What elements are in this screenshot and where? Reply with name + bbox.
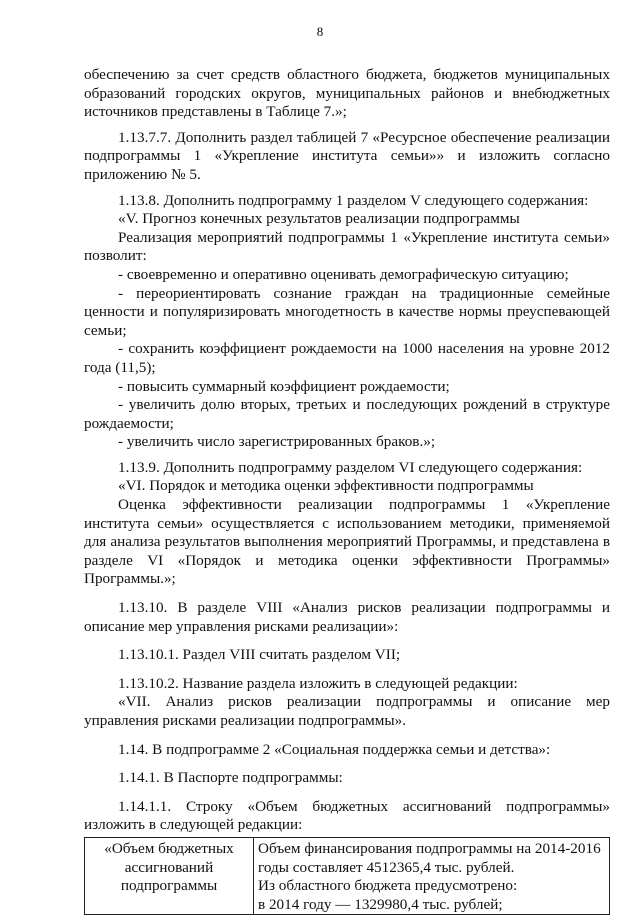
paragraph: Реализация мероприятий подпрограммы 1 «Укрепление института семьи» позволит: bbox=[84, 228, 610, 265]
list-item: - увеличить долю вторых, третьих и последующих рождений в структуре рождаемости; bbox=[84, 396, 610, 432]
list-item: - своевременно и оперативно оценивать демографическую ситуацию; bbox=[118, 265, 569, 283]
cell-line: подпрограммы bbox=[120, 877, 218, 895]
paragraph: 1.13.10.1. Раздел VIII считать разделом VII; bbox=[118, 646, 401, 664]
paragraph: Оценка эффективности реализации подпрограммы 1 «Укрепление института семьи» осуществляется с использованием методики, применяемой для анализа результатов выполнения мероприятий Программы, и представлена в разделе VI «Порядок и методика оценки эффективности Программы» Программы.»; bbox=[84, 496, 610, 588]
page-number: 8 bbox=[316, 24, 324, 39]
cell-line: «Объем бюджетных bbox=[104, 839, 234, 857]
paragraph: 1.14.1.1. Строку «Объем бюджетных ассигнований подпрограммы» изложить в следующей редакции: bbox=[84, 797, 610, 834]
cell-line: Объем финансирования подпрограммы на 2014-2016 годы составляет 4512365,4 тыс. рублей. bbox=[258, 839, 601, 876]
cell-line: ассигнований bbox=[124, 858, 214, 876]
table-cell-value bbox=[254, 837, 610, 914]
paragraph: обеспечению за счет средств областного бюджета, бюджетов муниципальных образований городских округов, муниципальных районов и внебюджетных источников представлены в Таблице 7.»; bbox=[84, 66, 610, 121]
cell-line: Из областного бюджета предусмотрено: bbox=[258, 877, 518, 895]
section-heading: «VI. Порядок и методика оценки эффективности подпрограммы bbox=[118, 477, 534, 495]
section-heading: «V. Прогноз конечных результатов реализации подпрограммы bbox=[118, 210, 520, 228]
paragraph: 1.13.9. Дополнить подпрограмму разделом VI следующего содержания: bbox=[118, 458, 583, 476]
paragraph: 1.14. В подпрограмме 2 «Социальная поддержка семьи и детства»: bbox=[118, 740, 551, 758]
paragraph: 1.13.10. В разделе VIII «Анализ рисков реализации подпрограммы и описание мер управления рисками реализации»: bbox=[84, 599, 610, 635]
table-row bbox=[85, 837, 610, 914]
paragraph: 1.13.8. Дополнить подпрограмму 1 разделом V следующего содержания: bbox=[118, 191, 589, 209]
section-heading: «VII. Анализ рисков реализации подпрограммы и описание мер управления рисками реализации подпрограммы». bbox=[84, 693, 610, 729]
paragraph: 1.13.7.7. Дополнить раздел таблицей 7 «Ресурсное обеспечение реализации подпрограммы 1 «Укрепление института семьи»» и изложить согласно приложению № 5. bbox=[84, 128, 610, 183]
cell-line: в 2014 году — 1329980,4 тыс. рублей; bbox=[258, 895, 503, 913]
budget-table bbox=[84, 837, 610, 915]
table-cell-label bbox=[85, 837, 254, 914]
list-item: - повысить суммарный коэффициент рождаемости; bbox=[118, 377, 450, 395]
document-body bbox=[84, 66, 610, 915]
list-item: - увеличить число зарегистрированных браков.»; bbox=[118, 433, 436, 451]
paragraph: 1.13.10.2. Название раздела изложить в следующей редакции: bbox=[118, 674, 518, 692]
list-item: - переориентировать сознание граждан на традиционные семейные ценности и популяризировать многодетность в качестве нормы преуспевающей семьи; bbox=[84, 284, 610, 339]
paragraph: 1.14.1. В Паспорте подпрограммы: bbox=[118, 769, 343, 787]
list-item: - сохранить коэффициент рождаемости на 1000 населения на уровне 2012 года (11,5); bbox=[84, 340, 610, 376]
